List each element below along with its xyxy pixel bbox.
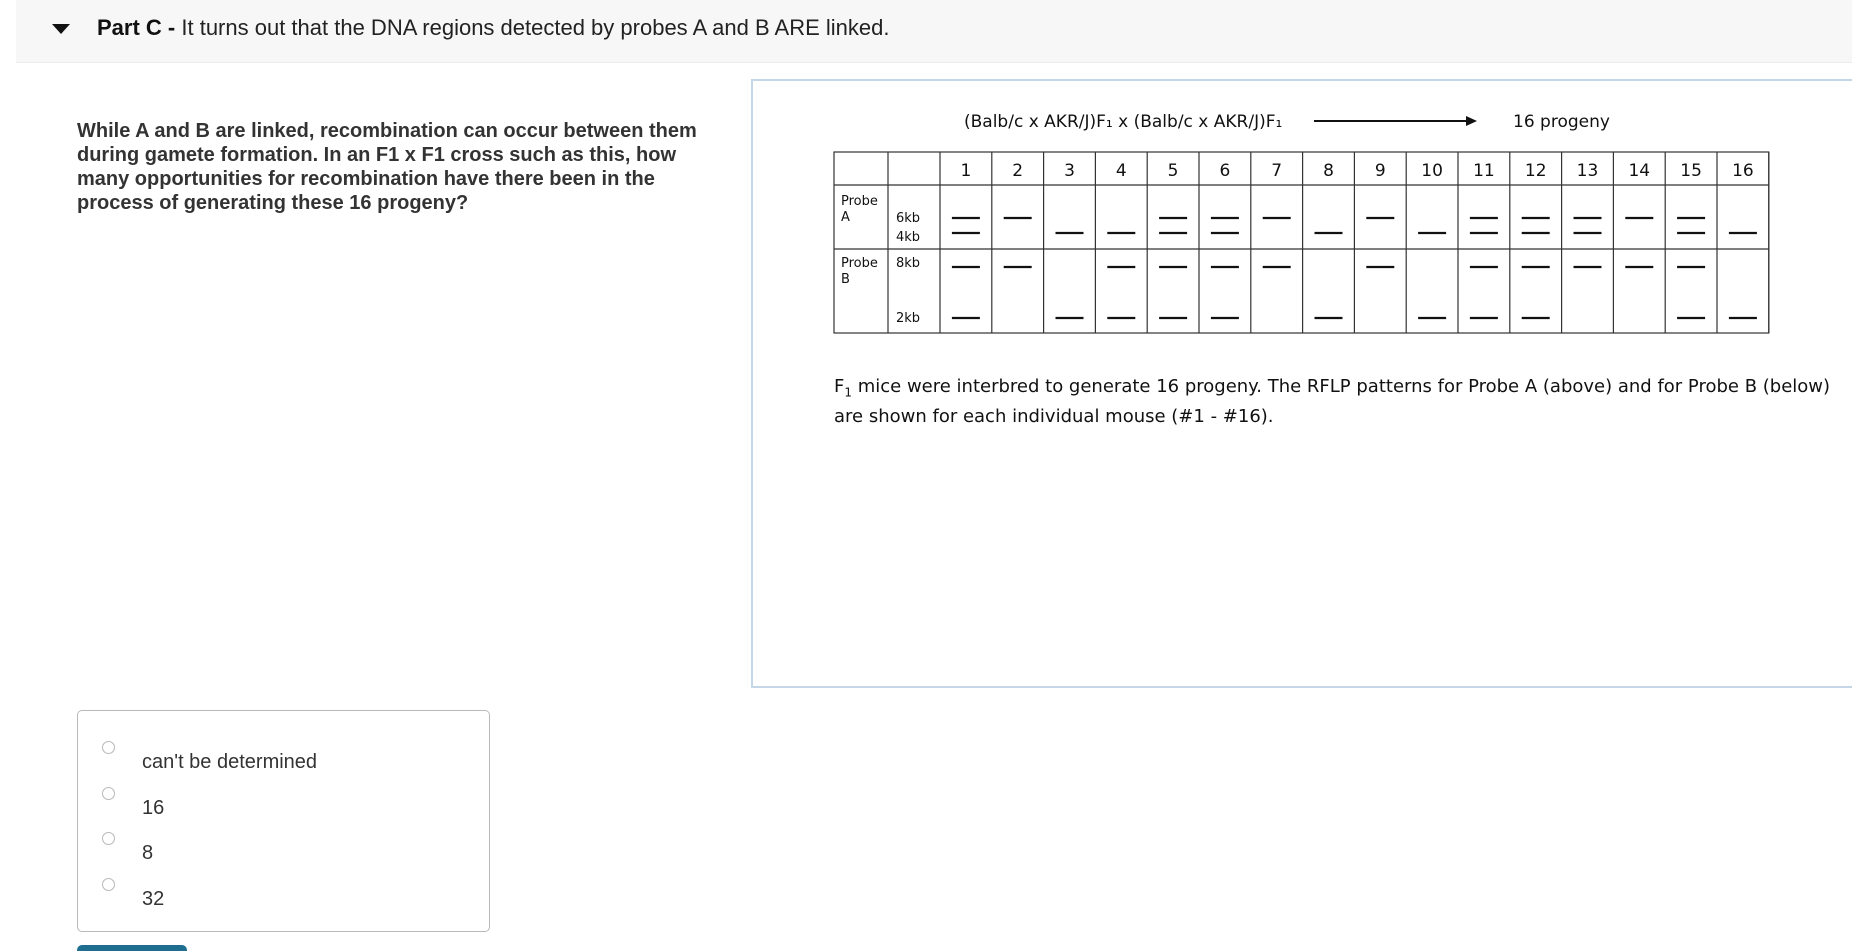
lane-number: 16: [1732, 161, 1754, 181]
band-size-label: 2kb: [896, 311, 921, 326]
lane-number: 4: [1115, 161, 1127, 181]
collapse-caret-icon[interactable]: [52, 24, 70, 34]
question-text: While A and B are linked, recombination can occur between them during gamete formation. In an F1 x F1 cross such as this, how many opportunities for recombination have there been in the process of generating these 16 progeny?: [77, 120, 697, 214]
lane-number: 3: [1064, 161, 1075, 181]
caption-sub: 1: [844, 385, 852, 400]
part-c-header[interactable]: [16, 0, 1852, 63]
probe-a-label: Probe: [841, 194, 878, 209]
option-label: 16: [142, 797, 165, 819]
lane-number: 7: [1271, 161, 1283, 181]
option-label: 32: [142, 888, 165, 910]
radio-button-icon[interactable]: [102, 878, 115, 891]
caption-text: mice were interbred to generate 16 progeny. The RFLP patterns for Probe A (above) and for Probe B (below) are shown for each individual mouse (#1 - #16).: [834, 376, 1831, 427]
lane-number: 14: [1628, 161, 1651, 181]
lane-number: 5: [1167, 161, 1179, 181]
probe-a-label: A: [841, 210, 850, 225]
part-title-text: It turns out that the DNA regions detected by probes A and B ARE linked.: [181, 15, 890, 40]
probe-b-label: B: [841, 272, 850, 287]
figure-caption: [834, 375, 1834, 429]
band-size-label: 4kb: [896, 230, 921, 245]
cross-label: (Balb/c x AKR/J)F₁ x (Balb/c x AKR/J)F₁: [964, 112, 1283, 132]
lane-number: 8: [1323, 161, 1334, 181]
radio-button-icon[interactable]: [102, 832, 115, 845]
option-label: can't be determined: [142, 751, 318, 773]
lane-number: 1: [960, 161, 972, 181]
arrow-head-icon: [1466, 116, 1477, 126]
radio-button-icon[interactable]: [102, 787, 115, 800]
rflp-figure: [751, 79, 1852, 688]
radio-button-icon[interactable]: [102, 741, 115, 754]
lane-number: 11: [1473, 161, 1495, 181]
caption-f: F: [834, 376, 845, 397]
option-8[interactable]: [102, 832, 462, 872]
option-32[interactable]: [102, 878, 462, 918]
lane-number: 10: [1421, 161, 1443, 181]
lane-number: 2: [1012, 161, 1024, 181]
option-cant-be-determined[interactable]: [102, 741, 462, 781]
probe-b-label: Probe: [841, 256, 878, 271]
lane-number: 15: [1680, 161, 1702, 181]
band-size-label: 6kb: [896, 211, 921, 226]
rflp-diagram: [753, 81, 1852, 411]
submit-button[interactable]: [77, 945, 187, 951]
option-16[interactable]: [102, 787, 462, 827]
band-size-label: 8kb: [896, 256, 921, 271]
answer-options: [77, 710, 490, 932]
option-label: 8: [142, 842, 154, 864]
lane-number: 13: [1576, 161, 1599, 181]
lane-number: 12: [1524, 161, 1547, 181]
progeny-label: 16 progeny: [1513, 112, 1610, 132]
part-label: Part C -: [97, 15, 176, 40]
lane-number: 9: [1374, 161, 1386, 181]
lane-number: 6: [1219, 161, 1231, 181]
part-title: [97, 15, 889, 41]
